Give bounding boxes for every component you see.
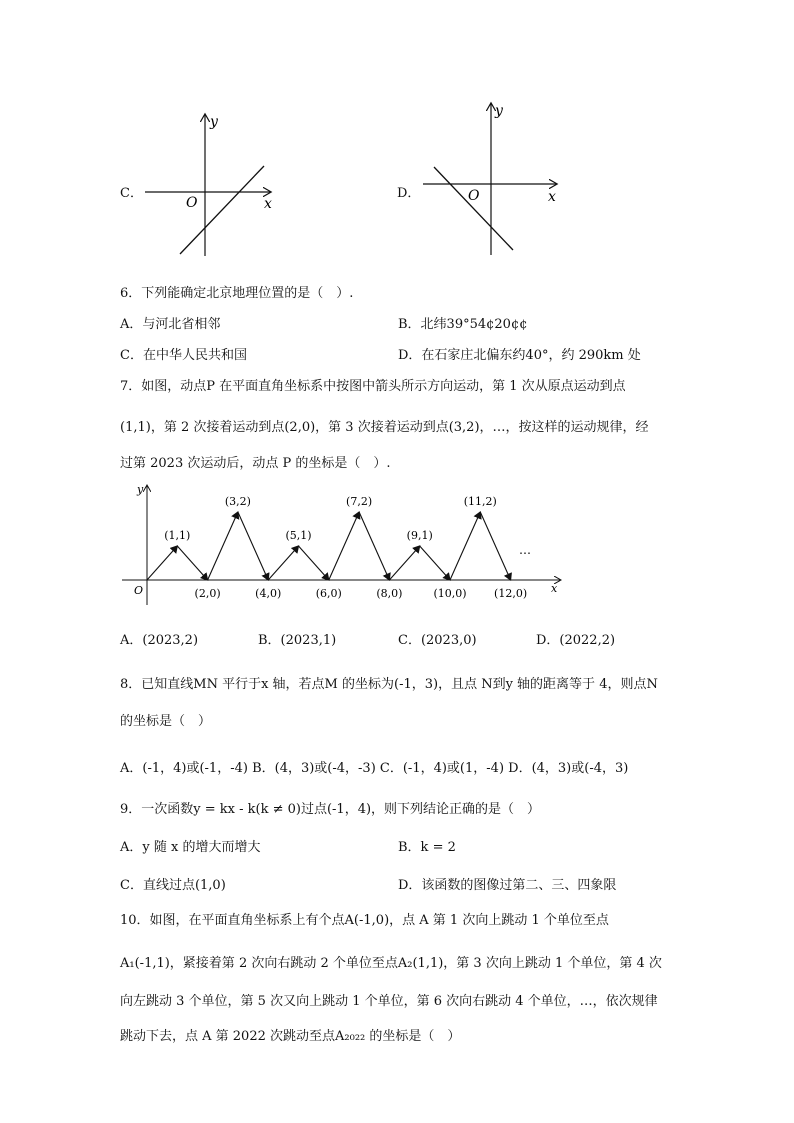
option-c-label: C． (120, 186, 143, 201)
q7-option-c: C．(2023,0) (398, 633, 477, 648)
q6-stem: 6．下列能确定北京地理位置的是（ ）. (120, 286, 354, 301)
q7-y-axis-label: y (137, 483, 144, 496)
q7-ellipsis: … (519, 543, 531, 557)
q6-option-c: C．在中华人民共和国 (120, 348, 247, 363)
q7-peak-label: (11,2) (463, 495, 497, 508)
q7-path-segment (359, 512, 389, 580)
q10-line-2: A₁(-1,1)，紧接着第 2 次向右跳动 2 个单位至点A₂(1,1)，第 3 次向上跳动 1 个单位，第 4 次 (120, 956, 662, 971)
q7-path-segment (329, 512, 359, 580)
q6-option-a: A．与河北省相邻 (120, 317, 221, 332)
q7-path-segment (147, 546, 177, 580)
q7-peak-label: (5,1) (285, 529, 312, 542)
q6-option-b: B．北纬39°54¢20¢¢ (398, 317, 528, 332)
q7-path-segment (480, 512, 510, 580)
q7-peak-label: (9,1) (406, 529, 433, 542)
q7-option-b: B．(2023,1) (258, 633, 337, 648)
q7-peak-label: (1,1) (164, 529, 191, 542)
y-axis-label: y (210, 114, 218, 130)
origin-label: O (468, 188, 480, 204)
q7-bottom-label: (2,0) (194, 587, 221, 600)
q7-bottom-label: (12,0) (494, 587, 528, 600)
q7-option-a: A．(2023,2) (120, 633, 199, 648)
q7-origin-label: O (134, 584, 144, 597)
q9-option-d: D．该函数的图像过第二、三、四象限 (398, 878, 617, 893)
q10-line-3: 向左跳动 3 个单位，第 5 次又向上跳动 1 个单位，第 6 次向右跳动 4 个单位，…，依次规律 (120, 994, 658, 1009)
q9-option-c: C．直线过点(1,0) (120, 878, 226, 893)
q7-path-segment (177, 546, 207, 580)
q7-x-axis-label: x (551, 582, 558, 595)
q7-path-segment (238, 512, 268, 580)
q7-line-2: (1,1)，第 2 次接着运动到点(2,0)，第 3 次接着运动到点(3,2)，…，按这样的运动规律，经 (120, 420, 649, 435)
q7-line-1: 7．如图，动点P 在平面直角坐标系中按图中箭头所示方向运动，第 1 次从原点运动到点 (120, 379, 626, 394)
q7-path-segment (299, 546, 329, 580)
q8-options: A．(-1，4)或(-1，-4) B．(4，3)或(-4，-3) C．(-1，4)或(1，-4) D．(4，3)或(-4，3) (120, 761, 629, 776)
origin-label: O (186, 195, 198, 211)
q7-peak-label: (7,2) (346, 495, 373, 508)
q7-option-d: D．(2022,2) (536, 633, 616, 648)
q9-option-b: B．k = 2 (398, 840, 456, 855)
q7-peak-label: (3,2) (224, 495, 251, 508)
q7-bottom-label: (6,0) (315, 587, 342, 600)
q9-option-a: A．y 随 x 的增大而增大 (120, 840, 261, 855)
q10-line-4: 跳动下去，点 A 第 2022 次跳动至点A₂₀₂₂ 的坐标是（ ） (120, 1029, 461, 1044)
q7-path-segment (450, 512, 480, 580)
y-axis-label: y (495, 103, 503, 119)
q6-option-d: D．在石家庄北偏东约40°，约 290km 处 (398, 348, 641, 363)
q7-path-segment (208, 512, 238, 580)
q9-stem: 9．一次函数y = kx - k(k ≠ 0)过点(-1，4)，则下列结论正确的是（ ） (120, 802, 541, 817)
q7-line-3: 过第 2023 次运动后，动点 P 的坐标是（ ）. (120, 456, 391, 471)
q7-path-segment (389, 546, 419, 580)
x-axis-label: x (548, 189, 556, 205)
q7-bottom-label: (4,0) (255, 587, 282, 600)
option-d-label: D． (397, 186, 421, 201)
q7-path-segment (420, 546, 450, 580)
q7-bottom-label: (8,0) (376, 587, 403, 600)
x-axis-label: x (264, 196, 272, 212)
q10-line-1: 10．如图，在平面直角坐标系上有个点A(-1,0)，点 A 第 1 次向上跳动 1 个单位至点 (120, 913, 609, 928)
q8-line-2: 的坐标是（ ） (120, 714, 212, 729)
q7-path-segment (268, 546, 298, 580)
q7-bottom-label: (10,0) (433, 587, 467, 600)
q8-line-1: 8．已知直线MN 平行于x 轴，若点M 的坐标为(-1，3)，且点 N到y 轴的距离等于 4，则点N (120, 677, 658, 692)
